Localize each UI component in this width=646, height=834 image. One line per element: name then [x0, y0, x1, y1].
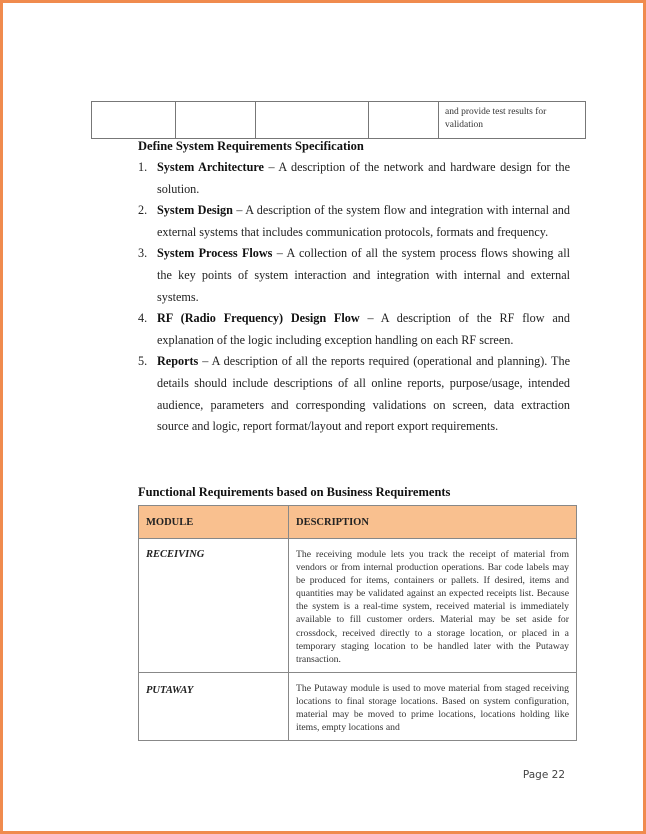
page-number: Page 22 — [522, 769, 565, 781]
list-number: 3. — [138, 246, 148, 261]
column-header-description: DESCRIPTION — [289, 506, 577, 539]
table-header-row — [139, 506, 577, 539]
description-cell: The receiving module lets you track the receipt of material from vendors or from internal production operations. Bar code labels may be produced for items, containers or pallets. If desired, items and quantities may be validated against an expected receipts list. Because the system is a real-time system, received material is immediately available to fill customer orders. Material may be set aside for crossdock, received directly to a storage location, or placed in a temporary staging location to be handled later with the Putaway transaction. — [289, 539, 577, 673]
table-row — [139, 672, 577, 740]
list-number: 4. — [138, 311, 148, 326]
item-term: Reports — [157, 354, 199, 369]
continuation-table — [91, 101, 586, 139]
module-cell: PUTAWAY — [139, 672, 289, 740]
table-cell — [256, 102, 369, 139]
list-item — [138, 351, 570, 437]
table-cell: and provide test results for validation — [439, 102, 586, 139]
list-item — [138, 243, 570, 308]
list-item — [138, 157, 570, 200]
functional-requirements-table — [138, 505, 577, 741]
system-spec-list — [138, 157, 570, 438]
item-description: – A description of the RF flow and explanation of the logic including exception handling on each RF screen. — [157, 311, 570, 347]
item-term: RF (Radio Frequency) Design Flow — [157, 311, 360, 326]
table-cell — [369, 102, 439, 139]
item-description: – A collection of all the system process flows showing all the key points of system interaction and integration with internal and external systems. — [157, 246, 570, 304]
list-number: 5. — [138, 354, 148, 369]
item-description: – A description of the system flow and integration with internal and external systems that includes communication protocols, formats and frequency. — [157, 203, 570, 239]
column-header-module: MODULE — [139, 506, 289, 539]
system-spec-heading: Define System Requirements Specification — [138, 139, 364, 153]
item-description: – A description of all the reports required (operational and planning). The details should include descriptions of all online reports, purpose/usage, intended audience, parameters and corresponding validations on screen, data extraction source and logic, report format/layout and report export requirements. — [157, 354, 570, 434]
list-number: 1. — [138, 160, 148, 174]
list-item — [138, 308, 570, 351]
item-term: System Architecture — [157, 160, 264, 174]
item-term: System Process Flows — [157, 246, 273, 261]
description-cell: The Putaway module is used to move material from staged receiving locations to final storage locations. Based on system configuration, material may be moved to prime locations, locations holding like items, empty locations and — [289, 672, 577, 740]
table-cell — [176, 102, 256, 139]
item-term: System Design — [157, 203, 233, 218]
table-row — [92, 102, 586, 139]
table-row — [139, 539, 577, 673]
item-description: – A description of the network and hardware design for the solution. — [157, 160, 570, 196]
table-cell — [92, 102, 176, 139]
functional-heading: Functional Requirements based on Business Requirements — [138, 485, 451, 499]
list-number: 2. — [138, 203, 148, 218]
list-item — [138, 200, 570, 243]
module-cell: RECEIVING — [139, 539, 289, 673]
